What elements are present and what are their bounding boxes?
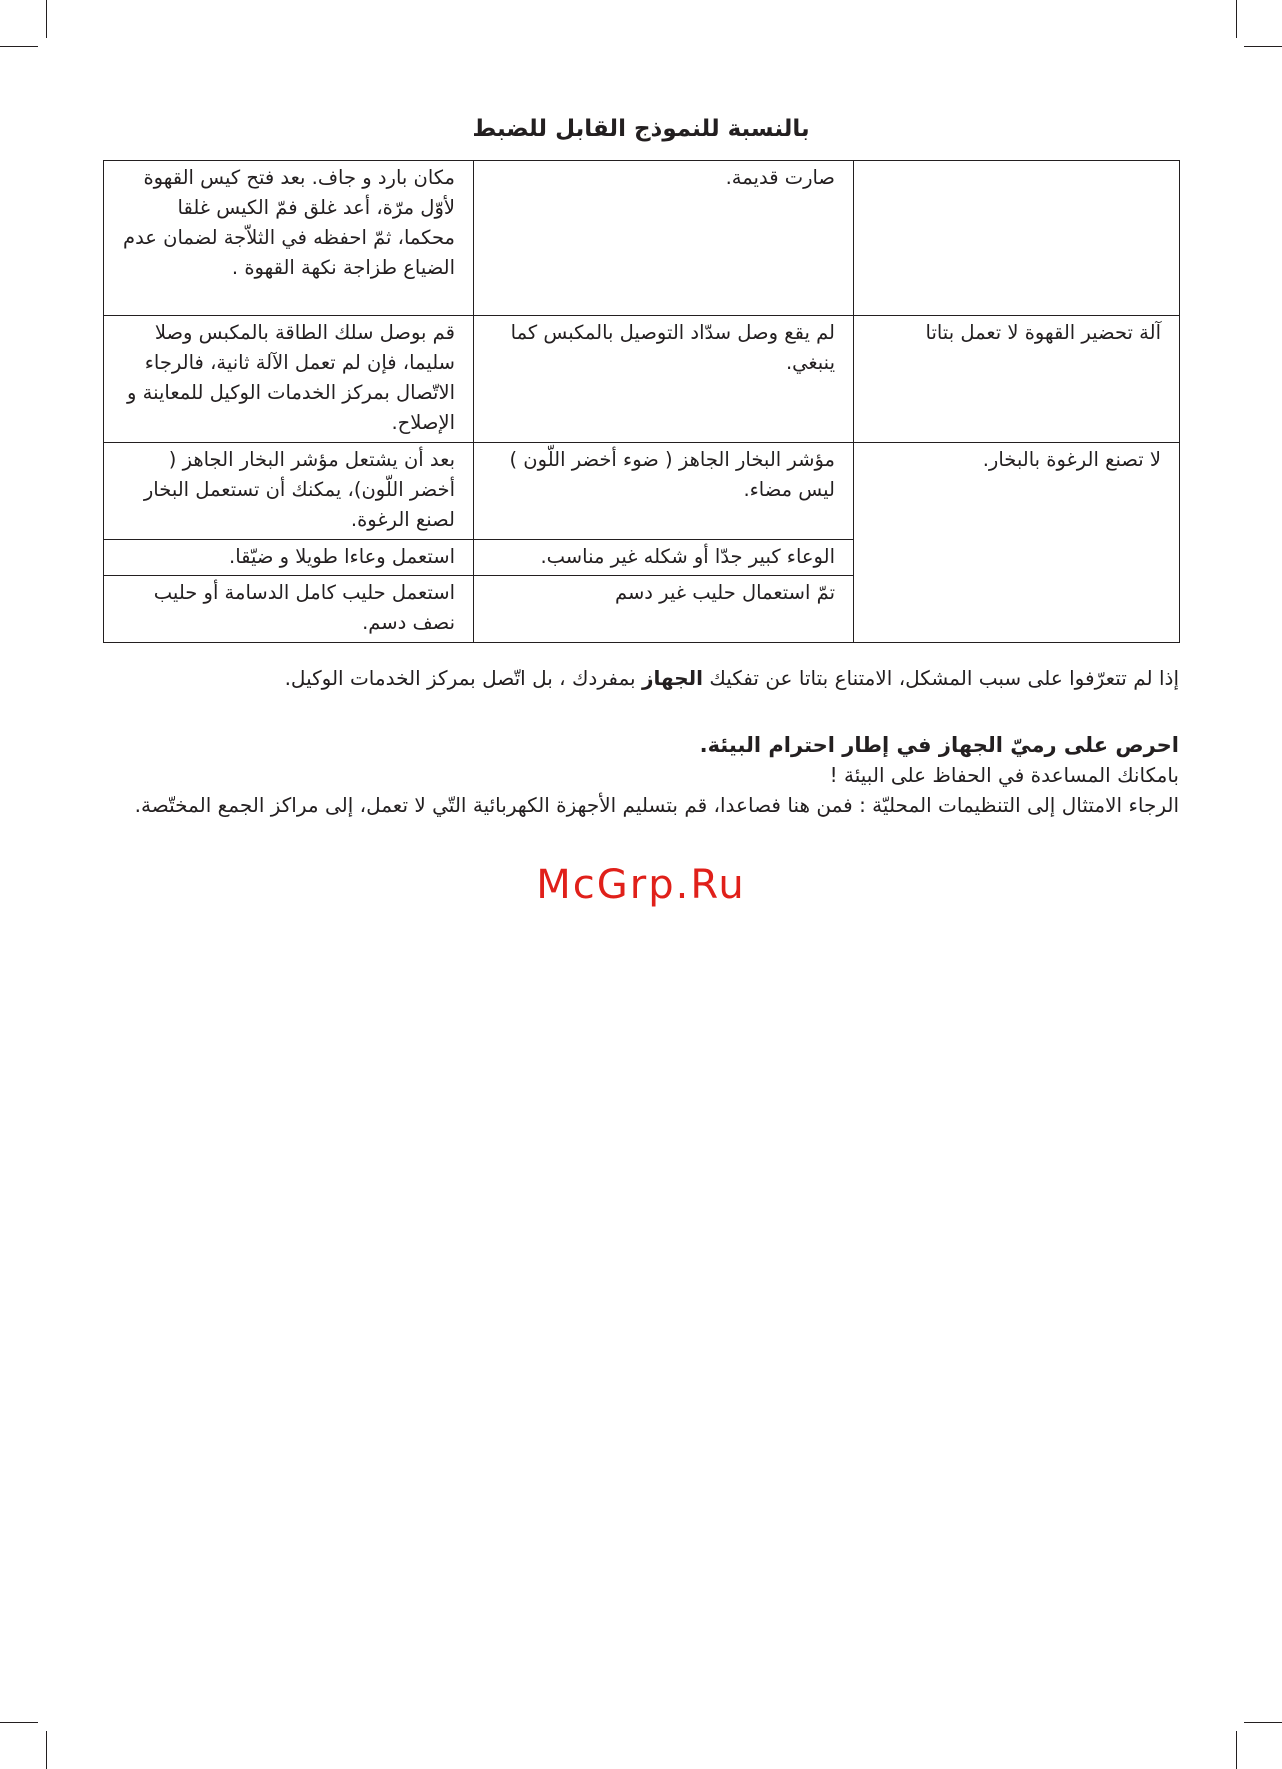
problem-cell: لا تصنع الرغوة بالبخار. bbox=[854, 443, 1180, 643]
solution-cell: استعمل وعاءا طويلا و ضيّقا. bbox=[104, 540, 474, 576]
crop-mark bbox=[0, 1722, 38, 1723]
environment-line: بامكانك المساعدة في الحفاظ على البيئة ! bbox=[829, 763, 1179, 787]
cause-cell: صارت قديمة. bbox=[474, 161, 854, 316]
watermark: McGrp.Ru bbox=[536, 862, 746, 908]
environment-line: الرجاء الامتثال إلى التنظيمات المحليّة : فمن هنا فصاعدا، قم بتسليم الأجهزة الكهربائية التّي لا تعمل، إلى مراكز الجمع المختّصة. bbox=[134, 793, 1179, 817]
cause-cell: مؤشر البخار الجاهز ( ضوء أخضر اللّون ) ليس مضاء. bbox=[474, 443, 854, 540]
solution-cell: استعمل حليب كامل الدسامة أو حليب نصف دسم. bbox=[104, 576, 474, 643]
environment-title: احرص على رميّ الجهاز في إطار احترام البيئة. bbox=[699, 733, 1179, 757]
crop-mark bbox=[46, 1731, 47, 1769]
problem-cell: آلة تحضير القهوة لا تعمل بتاتا bbox=[854, 316, 1180, 443]
solution-cell: بعد أن يشتعل مؤشر البخار الجاهز ( أخضر اللّون)، يمكنك أن تستعمل البخار لصنع الرغوة. bbox=[104, 443, 474, 540]
environment-section bbox=[100, 730, 1179, 820]
solution-cell: مكان بارد و جاف. بعد فتح كيس القهوة لأوّل مرّة، أعد غلق فمّ الكيس غلقا محكما، ثمّ احفظه في الثلاّجة لضمان عدم الضياع طزاجة نكهة القهوة . bbox=[104, 161, 474, 316]
solution-cell: قم بوصل سلك الطاقة بالمكبس وصلا سليما، فإن لم تعمل الآلة ثانية، فالرجاء الاتّصال بمركز الخدمات الوكيل للمعاينة و الإصلاح. bbox=[104, 316, 474, 443]
troubleshooting-table bbox=[103, 160, 1180, 643]
crop-mark bbox=[46, 0, 47, 38]
notice-text-bold: الجهاز bbox=[641, 666, 703, 690]
crop-mark bbox=[1244, 1722, 1282, 1723]
cause-cell: تمّ استعمال حليب غير دسم bbox=[474, 576, 854, 643]
problem-cell bbox=[854, 161, 1180, 316]
cause-cell: الوعاء كبير جدّا أو شكله غير مناسب. bbox=[474, 540, 854, 576]
notice-text-start: إذا لم تتعرّفوا على سبب المشكل، الامتناع بتاتا عن تفكيك bbox=[709, 666, 1179, 690]
table-row bbox=[104, 161, 1180, 316]
table-row bbox=[104, 316, 1180, 443]
page-title: بالنسبة للنموذج القابل للضبط bbox=[472, 116, 810, 142]
crop-mark bbox=[1236, 1731, 1237, 1769]
crop-mark bbox=[0, 46, 38, 47]
notice-text-end: بمفردك ، بل اتّصل بمركز الخدمات الوكيل. bbox=[284, 666, 636, 690]
cause-cell: لم يقع وصل سدّاد التوصيل بالمكبس كما ينبغي. bbox=[474, 316, 854, 443]
crop-mark bbox=[1236, 0, 1237, 38]
service-notice bbox=[100, 663, 1179, 693]
crop-mark bbox=[1244, 46, 1282, 47]
table-row bbox=[104, 443, 1180, 540]
